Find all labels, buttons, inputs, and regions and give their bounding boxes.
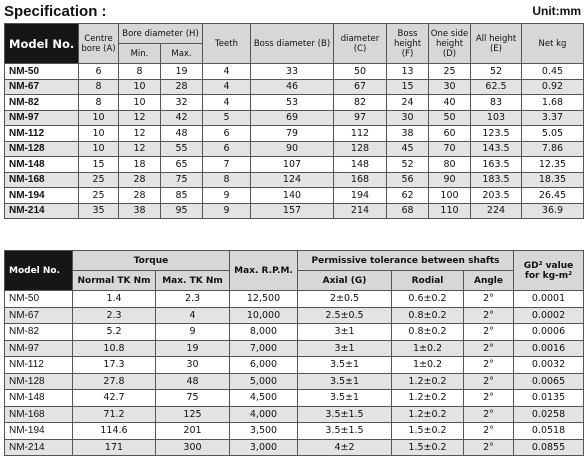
table-cell: 4 bbox=[203, 95, 251, 111]
torque-header-angle: Angle bbox=[464, 271, 514, 291]
spec-header-net-kg: Net kg bbox=[522, 24, 584, 64]
table-cell: 69 bbox=[251, 110, 334, 126]
table-cell: 90 bbox=[429, 172, 471, 188]
torque-header-axial: Axial (G) bbox=[298, 271, 392, 291]
table-cell: 53 bbox=[251, 95, 334, 111]
table-cell: 1.2±0.2 bbox=[392, 406, 464, 423]
torque-table-row bbox=[5, 406, 584, 423]
table-cell: 6 bbox=[203, 141, 251, 157]
table-cell: 6 bbox=[203, 126, 251, 142]
table-cell: 103 bbox=[471, 110, 522, 126]
table-cell: 19 bbox=[161, 64, 203, 80]
table-cell: 2° bbox=[464, 357, 514, 374]
spec-header-model: Model No. bbox=[5, 24, 79, 64]
table-cell: 12,500 bbox=[230, 291, 298, 308]
spec-header-diameter: diameter (C) bbox=[334, 24, 387, 64]
table-cell: 18.35 bbox=[522, 172, 584, 188]
model-cell: NM-214 bbox=[5, 439, 73, 456]
table-cell: 52 bbox=[387, 157, 429, 173]
table-cell: 80 bbox=[429, 157, 471, 173]
table-cell: 3.5±1 bbox=[298, 390, 392, 407]
gd2-line-2: for kg-m² bbox=[524, 270, 573, 281]
table-cell: 7 bbox=[203, 157, 251, 173]
table-cell: 12 bbox=[119, 141, 161, 157]
table-cell: 12 bbox=[119, 110, 161, 126]
table-cell: 1.5±0.2 bbox=[392, 439, 464, 456]
table-cell: 1.4 bbox=[73, 291, 156, 308]
table-cell: 79 bbox=[251, 126, 334, 142]
torque-table-row bbox=[5, 373, 584, 390]
model-cell: NM-214 bbox=[5, 203, 79, 219]
table-cell: 3±1 bbox=[298, 340, 392, 357]
model-cell: NM-112 bbox=[5, 126, 79, 142]
torque-table-row bbox=[5, 423, 584, 440]
table-cell: 90 bbox=[251, 141, 334, 157]
torque-header-radial: Rodial bbox=[392, 271, 464, 291]
table-cell: 5.2 bbox=[73, 324, 156, 341]
torque-header-max-rpm: Max. R.P.M. bbox=[230, 251, 298, 291]
table-cell: 110 bbox=[429, 203, 471, 219]
table-cell: 12 bbox=[119, 126, 161, 142]
table-cell: 56 bbox=[387, 172, 429, 188]
spec-table-row bbox=[5, 172, 584, 188]
spec-table-row bbox=[5, 64, 584, 80]
table-cell: 0.45 bbox=[522, 64, 584, 80]
spec-table-row bbox=[5, 203, 584, 219]
spec-header-bore-diameter: Bore diameter (H) bbox=[119, 24, 203, 44]
model-cell: NM-67 bbox=[5, 307, 73, 324]
spec-header-bore-max: Max. bbox=[161, 44, 203, 64]
spec-table-row bbox=[5, 188, 584, 204]
table-cell: 13 bbox=[387, 64, 429, 80]
table-cell: 2° bbox=[464, 324, 514, 341]
table-cell: 25 bbox=[79, 188, 119, 204]
table-cell: 194 bbox=[334, 188, 387, 204]
model-cell: NM-194 bbox=[5, 188, 79, 204]
table-cell: 201 bbox=[156, 423, 230, 440]
spec-header-one-side-height: One side height (D) bbox=[429, 24, 471, 64]
table-cell: 0.8±0.2 bbox=[392, 324, 464, 341]
table-cell: 42 bbox=[161, 110, 203, 126]
spec-header-boss-diameter: Boss diameter (B) bbox=[251, 24, 334, 64]
table-cell: 0.0855 bbox=[514, 439, 584, 456]
table-cell: 3,000 bbox=[230, 439, 298, 456]
spec-header-centre-bore: Centre bore (A) bbox=[79, 24, 119, 64]
table-cell: 157 bbox=[251, 203, 334, 219]
table-cell: 50 bbox=[429, 110, 471, 126]
table-cell: 107 bbox=[251, 157, 334, 173]
table-cell: 25 bbox=[429, 64, 471, 80]
table-cell: 3.5±1 bbox=[298, 373, 392, 390]
table-cell: 26.45 bbox=[522, 188, 584, 204]
model-cell: NM-82 bbox=[5, 95, 79, 111]
table-cell: 1.2±0.2 bbox=[392, 373, 464, 390]
table-cell: 0.0016 bbox=[514, 340, 584, 357]
torque-header-gd2 bbox=[514, 251, 584, 291]
table-cell: 2° bbox=[464, 340, 514, 357]
model-cell: NM-148 bbox=[5, 157, 79, 173]
table-cell: 114.6 bbox=[73, 423, 156, 440]
spec-table-row bbox=[5, 126, 584, 142]
table-cell: 17.3 bbox=[73, 357, 156, 374]
table-cell: 10 bbox=[79, 126, 119, 142]
table-cell: 128 bbox=[334, 141, 387, 157]
table-cell: 1.2±0.2 bbox=[392, 390, 464, 407]
model-cell: NM-168 bbox=[5, 406, 73, 423]
table-cell: 2° bbox=[464, 439, 514, 456]
table-cell: 35 bbox=[79, 203, 119, 219]
table-cell: 60 bbox=[429, 126, 471, 142]
torque-table bbox=[4, 250, 584, 456]
table-cell: 95 bbox=[161, 203, 203, 219]
table-cell: 300 bbox=[156, 439, 230, 456]
table-cell: 83 bbox=[471, 95, 522, 111]
table-cell: 2.3 bbox=[73, 307, 156, 324]
table-cell: 214 bbox=[334, 203, 387, 219]
torque-header-tolerance: Permissive tolerance between shafts bbox=[298, 251, 514, 271]
table-cell: 4,500 bbox=[230, 390, 298, 407]
table-cell: 8,000 bbox=[230, 324, 298, 341]
table-cell: 0.92 bbox=[522, 79, 584, 95]
table-cell: 19 bbox=[156, 340, 230, 357]
model-cell: NM-50 bbox=[5, 291, 73, 308]
table-cell: 140 bbox=[251, 188, 334, 204]
spec-table-row bbox=[5, 141, 584, 157]
table-cell: 0.8±0.2 bbox=[392, 307, 464, 324]
specification-table-body bbox=[5, 64, 584, 219]
table-cell: 5 bbox=[203, 110, 251, 126]
model-cell: NM-148 bbox=[5, 390, 73, 407]
torque-table-row bbox=[5, 324, 584, 341]
table-cell: 10,000 bbox=[230, 307, 298, 324]
table-cell: 30 bbox=[156, 357, 230, 374]
table-cell: 0.0032 bbox=[514, 357, 584, 374]
table-cell: 171 bbox=[73, 439, 156, 456]
model-cell: NM-194 bbox=[5, 423, 73, 440]
table-cell: 30 bbox=[387, 110, 429, 126]
torque-table-row bbox=[5, 307, 584, 324]
table-cell: 28 bbox=[119, 188, 161, 204]
table-cell: 85 bbox=[161, 188, 203, 204]
table-cell: 62.5 bbox=[471, 79, 522, 95]
table-cell: 3.5±1.5 bbox=[298, 406, 392, 423]
table-cell: 4 bbox=[203, 64, 251, 80]
table-cell: 25 bbox=[79, 172, 119, 188]
table-cell: 2±0.5 bbox=[298, 291, 392, 308]
table-cell: 15 bbox=[387, 79, 429, 95]
model-cell: NM-128 bbox=[5, 373, 73, 390]
table-cell: 4±2 bbox=[298, 439, 392, 456]
torque-header-max-tk: Max. TK Nm bbox=[156, 271, 230, 291]
model-cell: NM-97 bbox=[5, 340, 73, 357]
torque-header-torque: Torque bbox=[73, 251, 230, 271]
table-cell: 38 bbox=[387, 126, 429, 142]
table-cell: 148 bbox=[334, 157, 387, 173]
table-cell: 71.2 bbox=[73, 406, 156, 423]
table-cell: 4 bbox=[203, 79, 251, 95]
table-cell: 0.6±0.2 bbox=[392, 291, 464, 308]
table-cell: 45 bbox=[387, 141, 429, 157]
model-cell: NM-128 bbox=[5, 141, 79, 157]
table-cell: 125 bbox=[156, 406, 230, 423]
table-cell: 0.0065 bbox=[514, 373, 584, 390]
table-cell: 3.5±1.5 bbox=[298, 423, 392, 440]
page-header bbox=[4, 3, 583, 21]
table-cell: 12.35 bbox=[522, 157, 584, 173]
model-cell: NM-168 bbox=[5, 172, 79, 188]
table-cell: 5.05 bbox=[522, 126, 584, 142]
table-cell: 38 bbox=[119, 203, 161, 219]
torque-table-row bbox=[5, 357, 584, 374]
page-title: Specification : bbox=[4, 3, 107, 20]
table-cell: 3,500 bbox=[230, 423, 298, 440]
table-cell: 2.5±0.5 bbox=[298, 307, 392, 324]
table-cell: 1±0.2 bbox=[392, 357, 464, 374]
spec-table-row bbox=[5, 110, 584, 126]
table-cell: 50 bbox=[334, 64, 387, 80]
spec-header-bore-min: Min. bbox=[119, 44, 161, 64]
table-cell: 10 bbox=[119, 95, 161, 111]
table-cell: 48 bbox=[161, 126, 203, 142]
table-cell: 24 bbox=[387, 95, 429, 111]
spec-table-row bbox=[5, 95, 584, 111]
table-cell: 1±0.2 bbox=[392, 340, 464, 357]
torque-header-normal-tk: Normal TK Nm bbox=[73, 271, 156, 291]
table-cell: 1.5±0.2 bbox=[392, 423, 464, 440]
spec-header-teeth: Teeth bbox=[203, 24, 251, 64]
torque-table-body bbox=[5, 291, 584, 456]
table-cell: 8 bbox=[203, 172, 251, 188]
table-cell: 7,000 bbox=[230, 340, 298, 357]
unit-label: Unit:mm bbox=[532, 4, 581, 18]
table-cell: 27.8 bbox=[73, 373, 156, 390]
model-cell: NM-82 bbox=[5, 324, 73, 341]
table-cell: 3.5±1 bbox=[298, 357, 392, 374]
table-cell: 2° bbox=[464, 373, 514, 390]
table-cell: 4 bbox=[156, 307, 230, 324]
specification-table bbox=[4, 23, 584, 219]
table-cell: 65 bbox=[161, 157, 203, 173]
table-cell: 3.37 bbox=[522, 110, 584, 126]
table-cell: 15 bbox=[79, 157, 119, 173]
torque-table-row bbox=[5, 340, 584, 357]
table-cell: 8 bbox=[119, 64, 161, 80]
table-cell: 62 bbox=[387, 188, 429, 204]
table-cell: 40 bbox=[429, 95, 471, 111]
table-cell: 0.0258 bbox=[514, 406, 584, 423]
table-cell: 7.86 bbox=[522, 141, 584, 157]
table-cell: 2° bbox=[464, 406, 514, 423]
table-cell: 0.0006 bbox=[514, 324, 584, 341]
table-cell: 70 bbox=[429, 141, 471, 157]
table-cell: 143.5 bbox=[471, 141, 522, 157]
table-cell: 75 bbox=[156, 390, 230, 407]
table-cell: 9 bbox=[156, 324, 230, 341]
table-cell: 2° bbox=[464, 291, 514, 308]
table-cell: 97 bbox=[334, 110, 387, 126]
table-cell: 10 bbox=[119, 79, 161, 95]
table-cell: 42.7 bbox=[73, 390, 156, 407]
torque-table-row bbox=[5, 390, 584, 407]
table-cell: 52 bbox=[471, 64, 522, 80]
table-cell: 6 bbox=[79, 64, 119, 80]
table-cell: 30 bbox=[429, 79, 471, 95]
table-cell: 203.5 bbox=[471, 188, 522, 204]
table-cell: 75 bbox=[161, 172, 203, 188]
table-cell: 33 bbox=[251, 64, 334, 80]
table-cell: 9 bbox=[203, 203, 251, 219]
table-cell: 32 bbox=[161, 95, 203, 111]
table-cell: 68 bbox=[387, 203, 429, 219]
spec-header-boss-height: Boss height (F) bbox=[387, 24, 429, 64]
table-cell: 0.0001 bbox=[514, 291, 584, 308]
model-cell: NM-50 bbox=[5, 64, 79, 80]
table-cell: 2.3 bbox=[156, 291, 230, 308]
table-cell: 124 bbox=[251, 172, 334, 188]
table-cell: 0.0518 bbox=[514, 423, 584, 440]
table-cell: 3±1 bbox=[298, 324, 392, 341]
torque-table-row bbox=[5, 291, 584, 308]
table-cell: 163.5 bbox=[471, 157, 522, 173]
table-cell: 36.9 bbox=[522, 203, 584, 219]
table-cell: 8 bbox=[79, 95, 119, 111]
table-cell: 10.8 bbox=[73, 340, 156, 357]
table-cell: 183.5 bbox=[471, 172, 522, 188]
table-cell: 224 bbox=[471, 203, 522, 219]
model-cell: NM-97 bbox=[5, 110, 79, 126]
table-cell: 0.0002 bbox=[514, 307, 584, 324]
spec-table-row bbox=[5, 79, 584, 95]
table-cell: 46 bbox=[251, 79, 334, 95]
model-cell: NM-112 bbox=[5, 357, 73, 374]
table-cell: 100 bbox=[429, 188, 471, 204]
table-cell: 6,000 bbox=[230, 357, 298, 374]
table-cell: 168 bbox=[334, 172, 387, 188]
table-cell: 2° bbox=[464, 307, 514, 324]
table-cell: 48 bbox=[156, 373, 230, 390]
table-cell: 67 bbox=[334, 79, 387, 95]
table-cell: 55 bbox=[161, 141, 203, 157]
torque-table-row bbox=[5, 439, 584, 456]
table-cell: 18 bbox=[119, 157, 161, 173]
table-cell: 5,000 bbox=[230, 373, 298, 390]
gd2-line-1: GD² value bbox=[523, 260, 574, 271]
spec-table-row bbox=[5, 157, 584, 173]
table-cell: 2° bbox=[464, 390, 514, 407]
table-cell: 8 bbox=[79, 79, 119, 95]
torque-header-model: Model No. bbox=[5, 251, 73, 291]
table-cell: 2° bbox=[464, 423, 514, 440]
table-cell: 1.68 bbox=[522, 95, 584, 111]
table-cell: 10 bbox=[79, 110, 119, 126]
spec-header-all-height: All height (E) bbox=[471, 24, 522, 64]
table-cell: 123.5 bbox=[471, 126, 522, 142]
table-cell: 112 bbox=[334, 126, 387, 142]
table-cell: 10 bbox=[79, 141, 119, 157]
table-cell: 28 bbox=[161, 79, 203, 95]
table-cell: 0.0135 bbox=[514, 390, 584, 407]
model-cell: NM-67 bbox=[5, 79, 79, 95]
table-cell: 4,000 bbox=[230, 406, 298, 423]
table-cell: 9 bbox=[203, 188, 251, 204]
table-cell: 28 bbox=[119, 172, 161, 188]
table-cell: 82 bbox=[334, 95, 387, 111]
